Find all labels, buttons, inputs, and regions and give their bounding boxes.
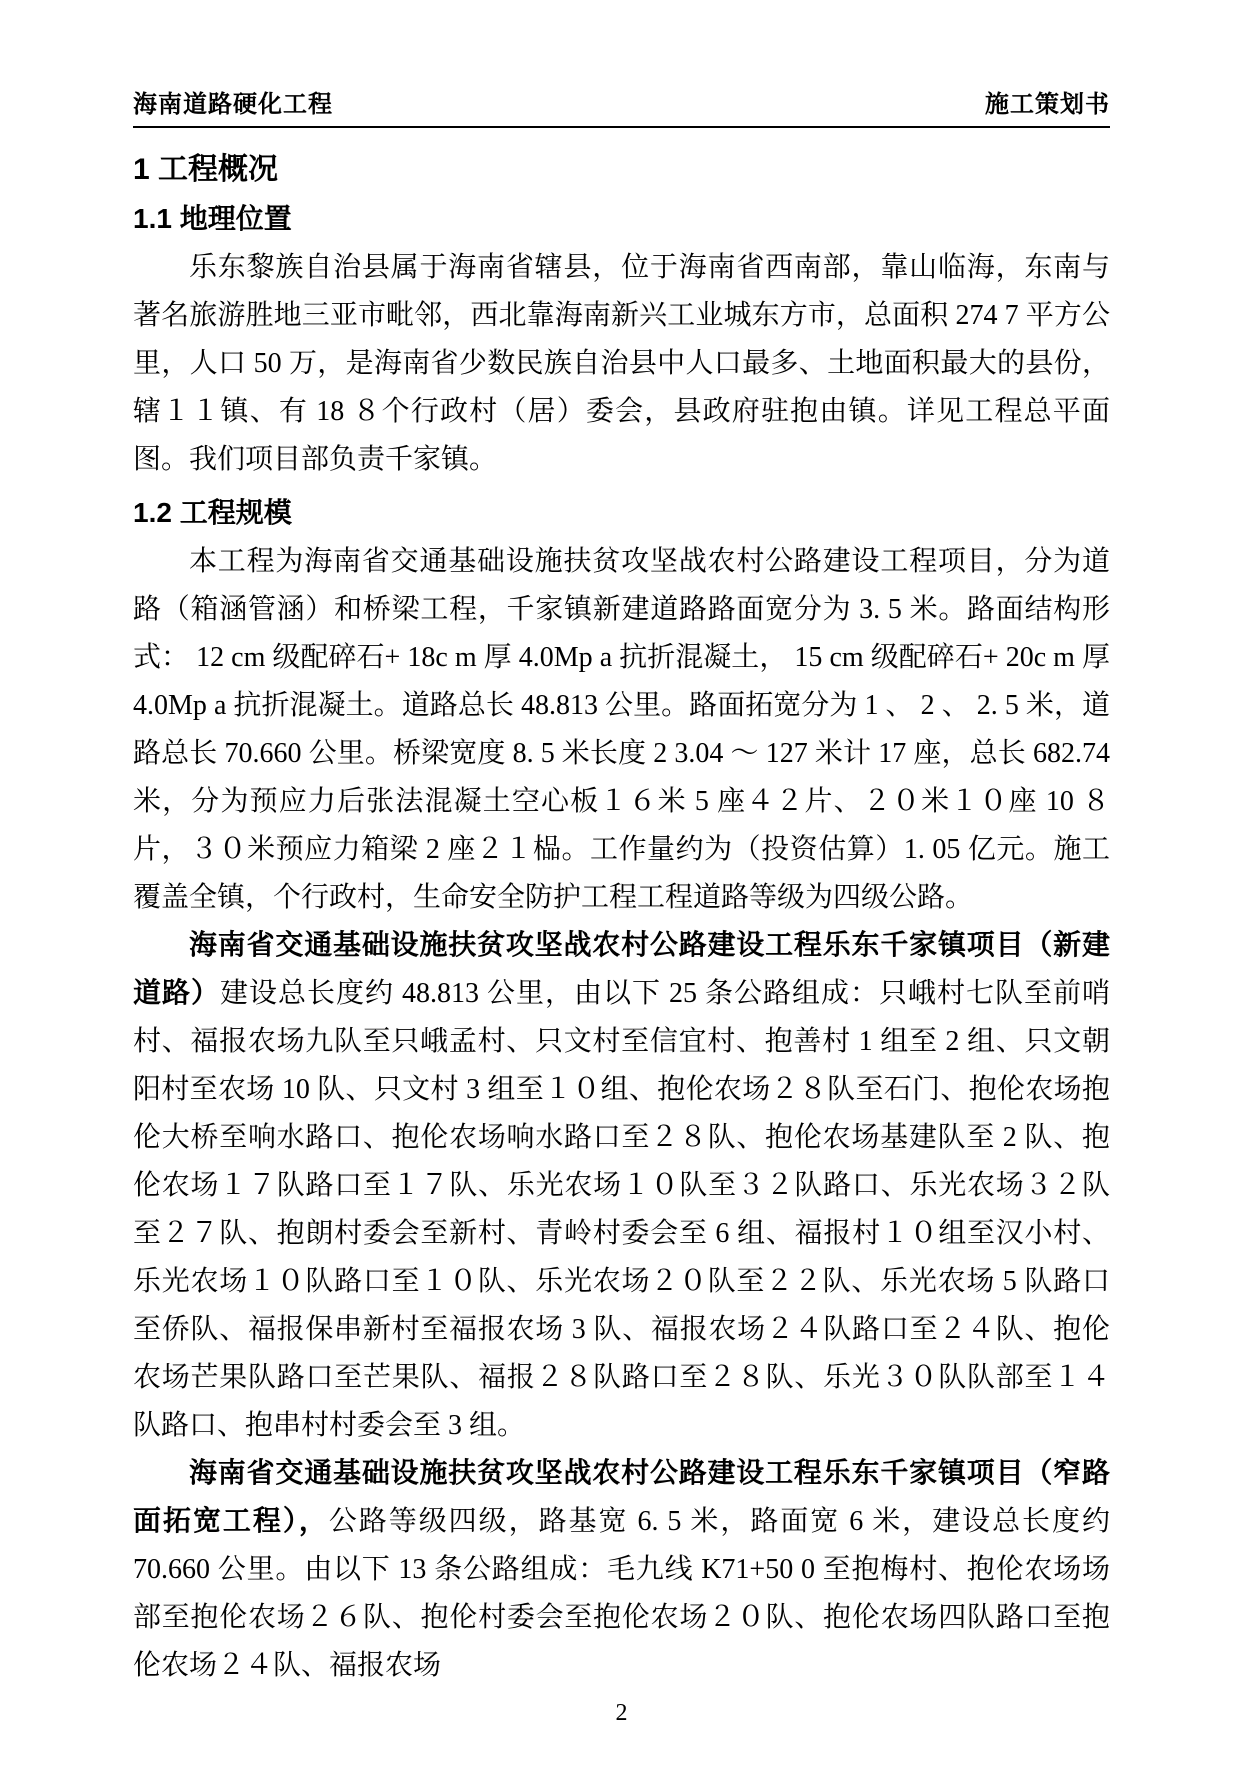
header-project-title: 海南道路硬化工程 [133,92,333,118]
page-number: 2 [615,1700,628,1726]
paragraph-new-road-body: 建设总长度约 48.813 公里，由以下 25 条公路组成：只峨村七队至前哨村、福报农场九队至只峨孟村、只文村至信宜村、抱善村 1 组至 2 组、只文朝阳村至农场 10 队、只文村 3 组至１０组、抱伦农场２８队至石门、抱伦农场抱伦大桥至响水路口、抱伦农场响水路口至２８队、抱伦农场基建队至 2 队、抱伦农场１７队路口至１７队、乐光农场１０队至３２队路口、乐光农场３２队至２７队、抱朗村委会至新村、青岭村委会至 6 组、福报村１０组至汉小村、乐光农场１０队路口至１０队、乐光农场２０队至２２队、乐光农场 5 队路口至侨队、福报保串新村至福报农场 3 队、福报农场２４队路口至２４队、抱伦农场芒果队路口至芒果队、福报２８队路口至２８队、乐光３０队队部至１４队路口、抱串村村委会至 3 组。 [133,978,1110,1441]
paragraph-widen-bold-lead: 海南省交通基础设施扶贫攻坚战农村公路建设工程乐东千家镇项目（窄路面拓宽工程）， [133,1458,1110,1537]
header-doc-type: 施工策划书 [985,92,1110,118]
paragraph-location: 乐东黎族自治县属于海南省辖县，位于海南省西南部，靠山临海，东南与著名旅游胜地三亚市毗邻，西北靠海南新兴工业城东方市，总面积 274 7 平方公里，人口 50 万，是海南省少数民族自治县中人口最多、土地面积最大的县份，辖１１镇、有 18 ８个行政村（居）委会，县政府驻抱由镇。详见工程总平面图。我们项目部负责千家镇。 [133,252,1110,475]
paragraph-widen [133,1450,1110,1690]
section-title-overview: 1 工程概况 [133,153,279,186]
page-header [133,84,1110,128]
paragraph-new-road [133,922,1110,1450]
paragraph-scale: 本工程为海南省交通基础设施扶贫攻坚战农村公路建设工程项目，分为道路（箱涵管涵）和桥梁工程，千家镇新建道路路面宽分为 3. 5 米。路面结构形式： 12 cm 级配碎石+ 18c m 厚 4.0Mp a 抗折混凝土， 15 cm 级配碎石+ 20c m 厚 4.0Mp a 抗折混凝土。道路总长 48.813 公里。路面拓宽分为 1 、 2 、 2. 5 米，道路总长 70.660 公里。桥梁宽度 8. 5 米长度 2 3.04 ～ 127 米计 17 座，总长 682.74 米，分为预应力后张法混凝土空心板１６米 5 座４２片、２０米１０座 10 ８片，３０米预应力箱梁 2 座２１榀。工作量约为（投资估算）1. 05 亿元。施工覆盖全镇，个行政村，生命安全防护工程工程道路等级为四级公路。 [133,546,1110,913]
section-title-scale: 1.2 工程规模 [133,497,292,528]
paragraph-widen-body: 公路等级四级，路基宽 6. 5 米，路面宽 6 米，建设总长度约 70.660 公里。由以下 13 条公路组成：毛九线 K71+50 0 至抱梅村、抱伦农场场部至抱伦农场２６队、抱伦村委会至抱伦农场２０队、抱伦农场四队路口至抱伦农场２４队、福报农场 [133,1506,1110,1681]
section-title-location: 1.1 地理位置 [133,203,292,234]
paragraph-new-road-bold-lead: 海南省交通基础设施扶贫攻坚战农村公路建设工程乐东千家镇项目（新建道路） [133,930,1110,1009]
